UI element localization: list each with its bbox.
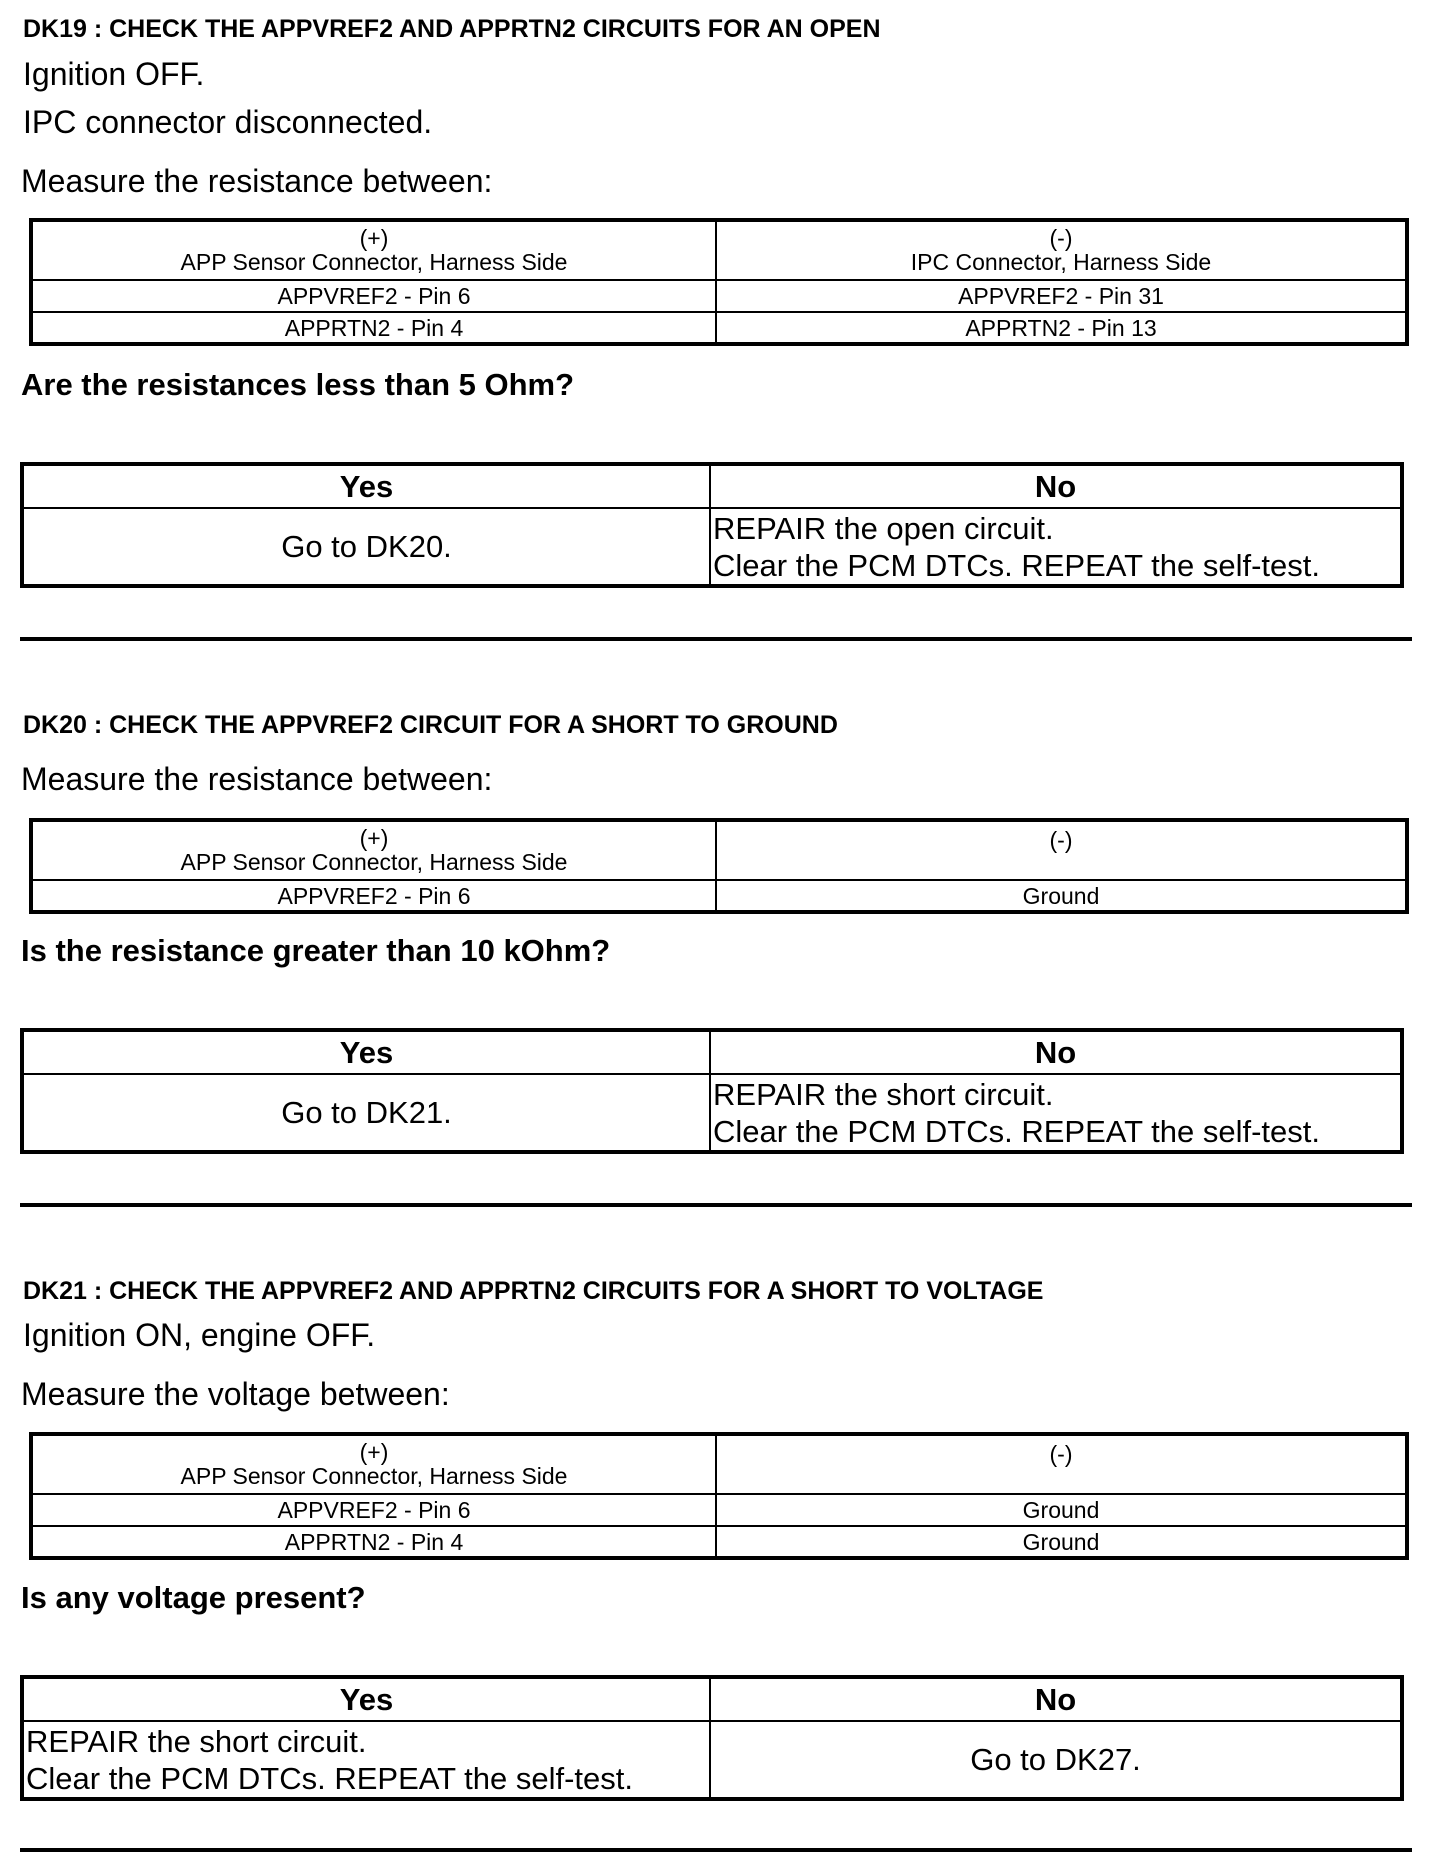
dk19-no-action-line: Clear the PCM DTCs. REPEAT the self-test. [713,547,1320,583]
section-divider [20,1203,1412,1207]
dk19-negative-pin: APPVREF2 - Pin 31 [716,280,1407,312]
dk21-ignition-line: Ignition ON, engine OFF. [23,1317,376,1353]
dk19-positive-label: APP Sensor Connector, Harness Side [180,249,568,275]
dk19-negative-label: IPC Connector, Harness Side [910,249,1212,275]
dk19-measurement-table [29,218,1409,346]
dk20-yes-no-table [20,1028,1404,1154]
dk19-yes-action: Go to DK20. [22,508,710,586]
dk21-positive-pin: APPRTN2 - Pin 4 [31,1526,716,1558]
dk21-negative-symbol: (-) [1049,1441,1073,1467]
dk21-title: DK21 : CHECK THE APPVREF2 AND APPRTN2 CIRCUITS FOR A SHORT TO VOLTAGE [23,1277,1044,1305]
dk20-question: Is the resistance greater than 10 kOhm? [21,933,611,968]
dk20-positive-label: APP Sensor Connector, Harness Side [180,849,568,875]
dk20-negative-header [716,820,1407,880]
section-divider [20,1848,1412,1852]
dk19-negative-symbol: (-) [1049,225,1073,251]
dk19-yes-header: Yes [22,464,710,508]
dk20-positive-symbol: (+) [359,825,389,851]
dk20-no-header: No [710,1030,1402,1074]
dk21-yes-action [22,1721,710,1799]
dk19-question: Are the resistances less than 5 Ohm? [21,367,575,402]
dk20-title: DK20 : CHECK THE APPVREF2 CIRCUIT FOR A SHORT TO GROUND [23,711,838,739]
dk19-positive-symbol: (+) [359,225,389,251]
dk19-connector-line: IPC connector disconnected. [23,104,433,140]
dk20-positive-pin: APPVREF2 - Pin 6 [31,880,716,912]
dk21-yes-action-line: REPAIR the short circuit. [26,1723,367,1759]
dk19-positive-pin: APPVREF2 - Pin 6 [31,280,716,312]
dk21-positive-header [31,1434,716,1494]
dk19-no-header: No [710,464,1402,508]
dk21-question: Is any voltage present? [21,1580,366,1615]
dk19-negative-header [716,220,1407,280]
dk21-yes-action-line: Clear the PCM DTCs. REPEAT the self-test. [26,1760,633,1796]
dk20-no-action [710,1074,1402,1152]
dk21-no-header: No [710,1677,1402,1721]
dk20-no-action-line: REPAIR the short circuit. [713,1076,1054,1112]
dk19-negative-pin: APPRTN2 - Pin 13 [716,312,1407,344]
dk20-no-action-line: Clear the PCM DTCs. REPEAT the self-test. [713,1113,1320,1149]
dk19-no-action [710,508,1402,586]
dk21-negative-pin: Ground [716,1526,1407,1558]
dk19-title: DK19 : CHECK THE APPVREF2 AND APPRTN2 CIRCUITS FOR AN OPEN [23,15,881,43]
dk21-positive-label: APP Sensor Connector, Harness Side [180,1463,568,1489]
dk20-negative-pin: Ground [716,880,1407,912]
dk21-measurement-table [29,1432,1409,1560]
dk21-no-action: Go to DK27. [710,1721,1402,1799]
dk19-positive-pin: APPRTN2 - Pin 4 [31,312,716,344]
dk20-positive-header [31,820,716,880]
dk21-negative-header [716,1434,1407,1494]
dk19-ignition-line: Ignition OFF. [23,56,205,92]
dk21-measure-prompt: Measure the voltage between: [21,1376,450,1412]
dk21-yes-header: Yes [22,1677,710,1721]
dk20-yes-action: Go to DK21. [22,1074,710,1152]
dk20-measurement-table [29,818,1409,914]
dk21-yes-no-table [20,1675,1404,1801]
dk19-positive-header [31,220,716,280]
dk21-positive-symbol: (+) [359,1439,389,1465]
dk21-negative-pin: Ground [716,1494,1407,1526]
dk21-positive-pin: APPVREF2 - Pin 6 [31,1494,716,1526]
dk20-yes-header: Yes [22,1030,710,1074]
dk19-measure-prompt: Measure the resistance between: [21,163,493,199]
dk19-yes-no-table [20,462,1404,588]
dk20-measure-prompt: Measure the resistance between: [21,761,493,797]
dk19-no-action-line: REPAIR the open circuit. [713,510,1054,546]
dk20-negative-symbol: (-) [1049,827,1073,853]
section-divider [20,637,1412,641]
